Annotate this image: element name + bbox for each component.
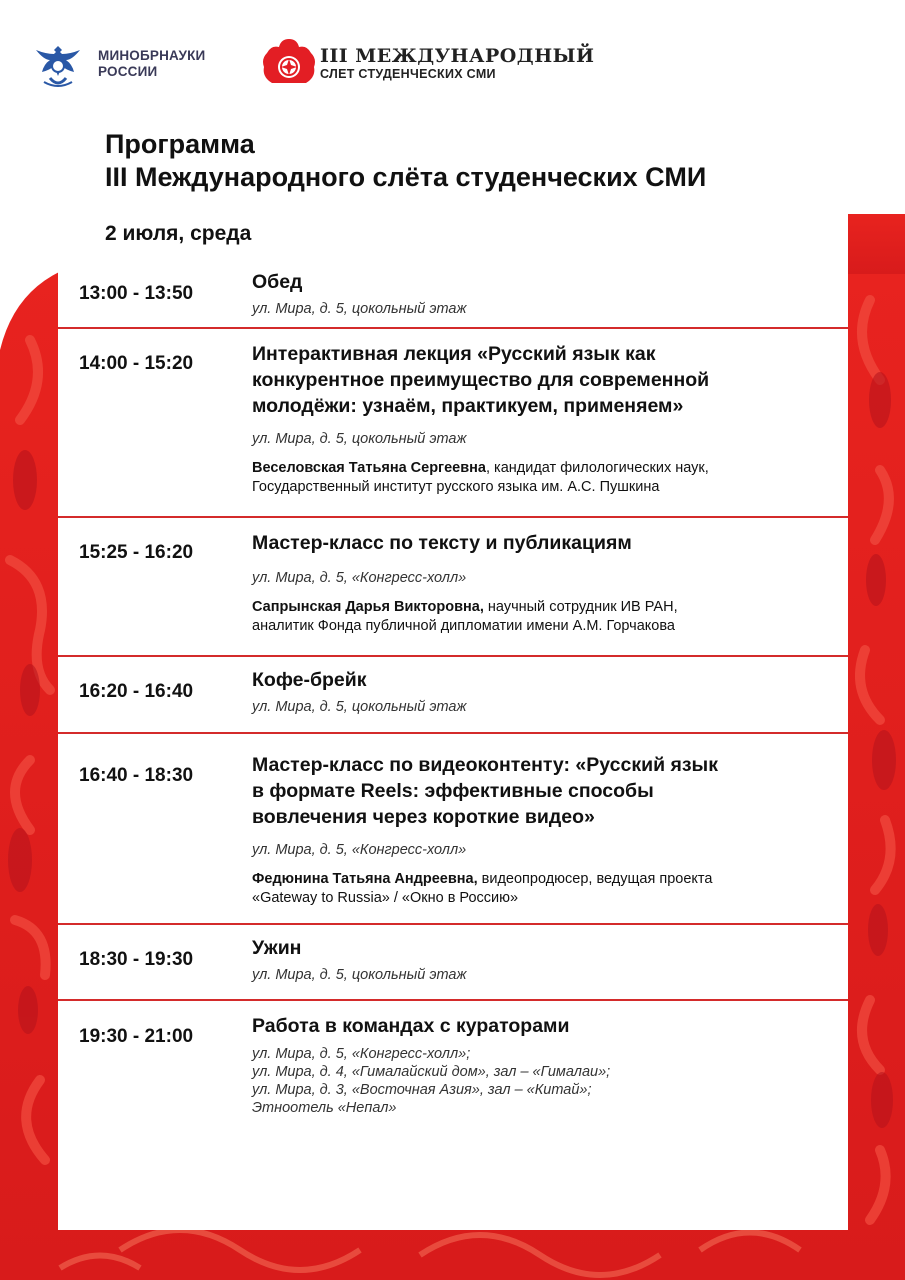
event-content (252, 269, 822, 318)
location-line: ул. Мира, д. 5, «Конгресс-холл» (252, 570, 467, 586)
event-content (252, 667, 822, 716)
event-content (252, 530, 822, 636)
event-title-line: Кофе-брейк (252, 669, 367, 691)
ministry-logo[interactable] (30, 38, 205, 90)
event-time: 16:20 - 16:40 (79, 681, 194, 702)
event-content (252, 752, 822, 908)
speaker-line (252, 459, 822, 478)
event-logo-line2: СЛЕТ СТУДЕНЧЕСКИХ СМИ (320, 66, 496, 81)
eagle-emblem-icon (30, 38, 86, 90)
schedule-row (58, 258, 848, 329)
event-title-line: Мастер-класс по тексту и публикациям (252, 532, 632, 554)
event-time: 14:00 - 15:20 (79, 353, 194, 374)
event-title-line: Обед (252, 271, 303, 293)
event-speaker (252, 870, 822, 908)
event-title-line: Мастер-класс по видеоконтенту: «Русский язык (252, 754, 718, 776)
schedule-row (58, 657, 848, 734)
event-speaker (252, 459, 822, 497)
event-title-line: конкурентное преимущество для современной (252, 369, 710, 391)
speaker-affiliation: аналитик Фонда публичной дипломатии имени А.М. Горчакова (252, 618, 675, 634)
location-line: ул. Мира, д. 4, «Гималайский дом», зал – «Гималаи»; (252, 1064, 611, 1080)
speaker-line (252, 598, 822, 617)
event-title-line: Работа в командах с кураторами (252, 1015, 570, 1037)
location-line: ул. Мира, д. 5, цокольный этаж (252, 699, 467, 715)
schedule-date: 2 июля, среда (105, 222, 252, 245)
event-title-line: в формате Reels: эффективные способы (252, 780, 654, 802)
schedule-row (58, 734, 848, 925)
speaker-name: Веселовская Татьяна Сергеевна (252, 460, 486, 476)
event-title-line: молодёжи: узнаём, практикуем, применяем» (252, 395, 684, 417)
event-time: 15:25 - 16:20 (79, 542, 194, 563)
event-title-line: Ужин (252, 937, 302, 959)
speaker-line (252, 870, 822, 889)
program-title (105, 128, 865, 194)
event-logo-line1: III МЕЖДУНАРОДНЫЙ (320, 44, 595, 67)
location-line: ул. Мира, д. 5, цокольный этаж (252, 301, 467, 317)
ministry-name (98, 48, 205, 80)
event-content (252, 935, 822, 984)
event-title-line: Интерактивная лекция «Русский язык как (252, 343, 656, 365)
event-title (252, 341, 822, 419)
event-time: 16:40 - 18:30 (79, 765, 194, 786)
schedule-row (58, 1001, 848, 1230)
speaker-affiliation: Государственный институт русского языка им. А.С. Пушкина (252, 479, 660, 495)
event-logo[interactable] (262, 37, 594, 89)
page-title (105, 128, 865, 194)
title-line2: III Международного слёта студенческих СМИ (105, 162, 707, 192)
event-location (252, 569, 822, 587)
schedule-card (58, 258, 848, 1230)
event-title-line: вовлечения через короткие видео» (252, 806, 595, 828)
location-line: Этноотель «Непал» (252, 1100, 397, 1116)
event-location (252, 1045, 822, 1117)
schedule-row (58, 925, 848, 1001)
event-location (252, 300, 822, 318)
event-time: 18:30 - 19:30 (79, 949, 194, 970)
event-location (252, 698, 822, 716)
event-content (252, 341, 822, 497)
speaker-affiliation: «Gateway to Russia» / «Окно в Россию» (252, 890, 519, 906)
speaker-role: видеопродюсер, ведущая проекта (477, 871, 713, 887)
header (0, 0, 905, 112)
schedule-row (58, 329, 848, 518)
event-title (252, 1013, 822, 1039)
ministry-line1: МИНОБРНАУКИ (98, 48, 206, 63)
event-time: 13:00 - 13:50 (79, 283, 194, 304)
event-speaker (252, 598, 822, 636)
event-logo-text (320, 45, 594, 82)
location-line: ул. Мира, д. 5, цокольный этаж (252, 967, 467, 983)
event-title (252, 530, 822, 556)
speaker-role: научный сотрудник ИВ РАН, (483, 599, 678, 615)
schedule-row (58, 518, 848, 657)
event-location (252, 966, 822, 984)
speaker-name: Сапрынская Дарья Викторовна, (252, 599, 484, 615)
title-line1: Программа (105, 129, 255, 159)
event-location (252, 430, 822, 448)
event-title (252, 935, 822, 961)
event-time: 19:30 - 21:00 (79, 1026, 194, 1047)
event-location (252, 841, 822, 859)
location-line: ул. Мира, д. 5, «Конгресс-холл» (252, 842, 467, 858)
event-title (252, 269, 822, 295)
location-line: ул. Мира, д. 3, «Восточная Азия», зал – «Китай»; (252, 1082, 592, 1098)
event-content (252, 1013, 822, 1117)
ministry-line2: РОССИИ (98, 64, 158, 79)
location-line: ул. Мира, д. 5, цокольный этаж (252, 431, 467, 447)
event-title (252, 752, 822, 830)
speaker-role: , кандидат филологических наук, (485, 460, 709, 476)
speaker-name: Федюнина Татьяна Андреевна, (252, 871, 478, 887)
event-title (252, 667, 822, 693)
location-line: ул. Мира, д. 5, «Конгресс-холл»; (252, 1046, 471, 1062)
kokoshnik-camera-icon (262, 37, 316, 89)
